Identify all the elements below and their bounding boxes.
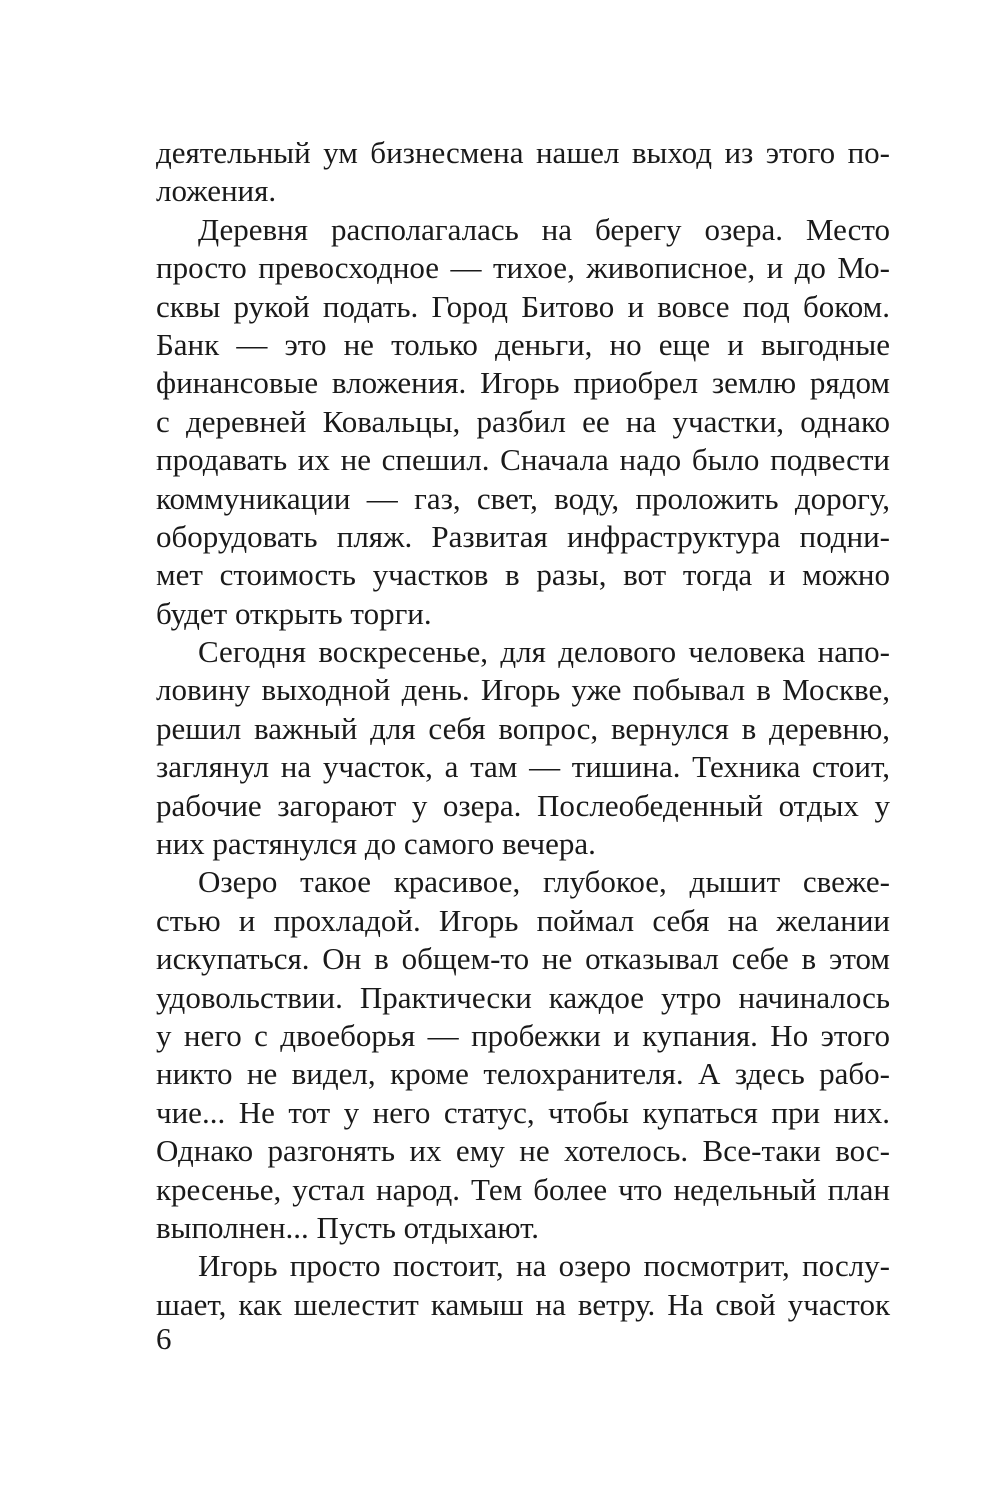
text-line: них растянулся до самого вечера.	[156, 826, 596, 862]
text-line: ловину выходной день. Игорь уже побывал в Москве,	[156, 672, 890, 708]
text-line: выполнен... Пусть отдыхают.	[156, 1209, 540, 1245]
text-line: оборудовать пляж. Развитая инфраструктура подни-	[156, 518, 890, 554]
paragraph-first-line: Озеро такое красивое, глубокое, дышит свеже-	[198, 864, 890, 900]
text-line: Банк — это не только деньги, но еще и выгодные	[156, 326, 890, 362]
text-line: стью и прохладой. Игорь поймал себя на желании	[156, 902, 890, 938]
paragraph-first-line: Игорь просто постоит, на озеро посмотрит, послу-	[198, 1248, 890, 1284]
text-line: мет стоимость участков в разы, вот тогда и можно	[156, 557, 890, 593]
body-text	[156, 134, 890, 1324]
text-line: ложения.	[156, 173, 277, 209]
text-line: заглянул на участок, а там — тишина. Техника стоит,	[156, 749, 890, 785]
text-line: Однако разгонять их ему не хотелось. Все-таки вос-	[156, 1133, 890, 1169]
text-line: удовольствии. Практически каждое утро начиналось	[156, 979, 890, 1015]
text-line: сквы рукой подать. Город Битово и вовсе под боком.	[156, 288, 890, 324]
text-line: рабочие загорают у озера. Послеобеденный отдых у	[156, 787, 890, 823]
text-line: кресенье, устал народ. Тем более что недельный план	[156, 1171, 890, 1207]
text-line: никто не видел, кроме телохранителя. А здесь рабо-	[156, 1056, 890, 1092]
text-line: чие... Не тот у него статус, чтобы купаться при них.	[156, 1094, 890, 1130]
text-line: финансовые вложения. Игорь приобрел землю рядом	[156, 365, 890, 401]
text-line: решил важный для себя вопрос, вернулся в деревню,	[156, 710, 890, 746]
text-line: будет открыть торги.	[156, 595, 432, 631]
text-line: деятельный ум бизнесмена нашел выход из этого по-	[156, 135, 890, 170]
page-number: 6	[156, 1321, 172, 1356]
text-line: коммуникации — газ, свет, воду, проложить дорогу,	[156, 480, 890, 516]
text-line: просто превосходное — тихое, живописное, и до Мо-	[156, 250, 890, 286]
text-line: шает, как шелестит камыш на ветру. На свой участок	[156, 1286, 890, 1322]
text-line: продавать их не спешил. Сначала надо было подвести	[156, 442, 890, 478]
text-line: искупаться. Он в общем-то не отказывал себе в этом	[156, 941, 890, 977]
paragraph-first-line: Деревня располагалась на берегу озера. Место	[198, 211, 890, 247]
text-line: у него с двоеборья — пробежки и купания. Но этого	[156, 1017, 890, 1053]
text-line: с деревней Ковальцы, разбил ее на участки, однако	[156, 403, 890, 439]
paragraph-first-line: Сегодня воскресенье, для делового человека напо-	[198, 634, 890, 670]
